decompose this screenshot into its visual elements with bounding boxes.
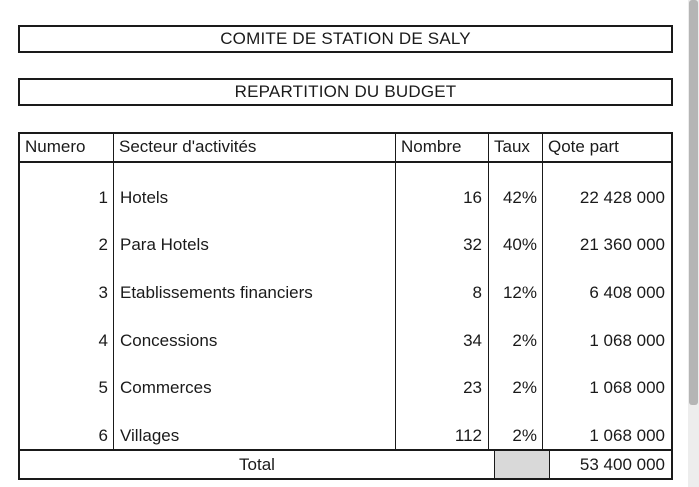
table-row <box>20 306 671 354</box>
table-row <box>20 258 671 306</box>
cell-numero[interactable]: 2 <box>20 211 114 259</box>
cell-qote-part[interactable]: 1 068 000 <box>589 330 665 350</box>
header-taux[interactable]: Taux <box>489 134 543 161</box>
cell-secteur[interactable]: Commerces <box>114 354 396 402</box>
cell-numero[interactable]: 3 <box>20 258 114 306</box>
cell-nombre[interactable]: 23 <box>396 354 489 402</box>
cell-secteur[interactable]: Etablissements financiers <box>114 258 396 306</box>
total-qote-part-cell[interactable]: 53 400 000 <box>579 454 665 474</box>
table-row <box>20 401 671 449</box>
cell-secteur[interactable]: Villages <box>114 401 396 449</box>
total-row <box>20 449 671 478</box>
cell-nombre[interactable]: 34 <box>396 306 489 354</box>
cell-nombre[interactable]: 16 <box>396 163 489 211</box>
table-row <box>20 211 671 259</box>
header-numero[interactable]: Numero <box>20 134 114 161</box>
cell-numero[interactable]: 6 <box>20 401 114 449</box>
title-banner-comite[interactable] <box>18 25 673 53</box>
cell-taux[interactable]: 2% <box>489 401 543 449</box>
cell-numero[interactable]: 1 <box>20 163 114 211</box>
cell-taux[interactable]: 2% <box>489 354 543 402</box>
cell-qote-part[interactable]: 21 360 000 <box>579 235 665 255</box>
cell-qote-part[interactable]: 1 068 000 <box>589 426 665 446</box>
cell-nombre[interactable]: 8 <box>396 258 489 306</box>
table-row <box>20 354 671 402</box>
table-row <box>20 163 671 211</box>
cell-qote-part[interactable]: 1 068 000 <box>589 378 665 398</box>
vertical-scrollbar[interactable] <box>688 0 699 487</box>
budget-table <box>18 132 673 480</box>
cell-secteur[interactable]: Hotels <box>114 163 396 211</box>
cell-secteur[interactable]: Para Hotels <box>114 211 396 259</box>
cell-numero[interactable]: 4 <box>20 306 114 354</box>
cell-secteur[interactable]: Concessions <box>114 306 396 354</box>
cell-qote-part[interactable]: 22 428 000 <box>579 187 665 207</box>
header-secteur[interactable]: Secteur d'activités <box>114 134 396 161</box>
header-qote-part[interactable]: Qote part <box>548 137 619 157</box>
title-banner-comite-label: COMITE DE STATION DE SALY <box>220 29 471 48</box>
scrollbar-thumb[interactable] <box>689 0 698 405</box>
cell-taux[interactable]: 42% <box>489 163 543 211</box>
title-banner-repartition-label: REPARTITION DU BUDGET <box>234 82 457 101</box>
cell-qote-part[interactable]: 6 408 000 <box>589 283 665 302</box>
total-taux-shaded-cell[interactable] <box>495 451 550 478</box>
cell-nombre[interactable]: 112 <box>396 401 489 449</box>
table-header-row <box>20 134 671 163</box>
title-banner-repartition[interactable] <box>18 78 673 106</box>
header-nombre[interactable]: Nombre <box>396 134 489 161</box>
cell-numero[interactable]: 5 <box>20 354 114 402</box>
cell-nombre[interactable]: 32 <box>396 211 489 259</box>
cell-taux[interactable]: 12% <box>489 258 543 306</box>
cell-taux[interactable]: 40% <box>489 211 543 259</box>
cell-taux[interactable]: 2% <box>489 306 543 354</box>
total-label-cell[interactable]: Total <box>20 451 495 478</box>
